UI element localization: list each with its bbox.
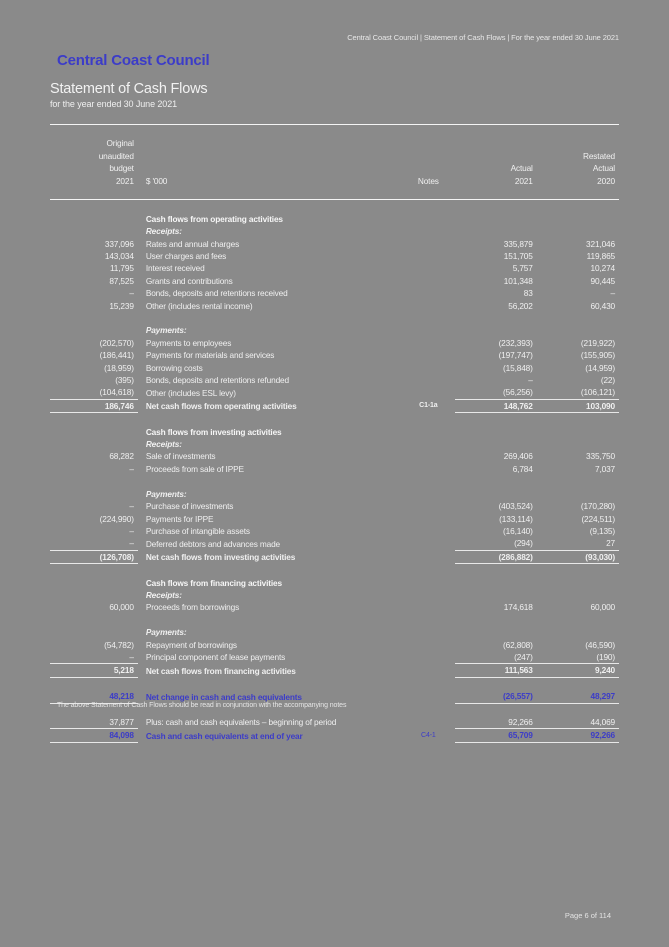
cell-prior: –: [610, 288, 615, 299]
cell-label: Grants and contributions: [145, 275, 233, 286]
table-row: [50, 639, 619, 651]
cell-actual: 269,406: [503, 451, 533, 462]
cell-prior: 92,266: [537, 729, 619, 742]
cell-actual: (56,256): [455, 386, 537, 399]
cell-budget: 37,877: [50, 716, 138, 729]
cell-label: Net change in cash and cash equivalents: [145, 691, 302, 702]
cell-prior: (93,030): [537, 550, 619, 563]
cell-prior: 60,000: [590, 602, 615, 613]
section-heading-investing: [50, 426, 619, 438]
subsection-title: Receipts:: [145, 439, 182, 450]
header-row-4: [50, 175, 619, 187]
cell-prior: (106,121): [537, 386, 619, 399]
cell-prior: (46,590): [585, 639, 615, 650]
table-row: [50, 601, 619, 613]
cell-actual: (294): [455, 537, 537, 550]
cell-actual: 5,757: [512, 263, 533, 274]
council-name: Central Coast Council: [57, 52, 210, 69]
subheading-operating-receipts: [50, 225, 619, 237]
cell-note: [402, 500, 454, 512]
col-header-budget-line1: Original: [106, 138, 134, 149]
cell-note: [402, 300, 454, 312]
cell-note: [402, 374, 454, 386]
cell-prior: (219,922): [580, 337, 615, 348]
cell-note: [402, 275, 454, 287]
cell-actual: –: [528, 375, 533, 386]
cell-note: [402, 537, 454, 550]
cell-actual: (247): [455, 651, 537, 664]
cell-prior: 60,430: [590, 300, 615, 311]
cell-note: [402, 601, 454, 613]
cell-budget: (224,990): [99, 513, 134, 524]
cell-label: Payments for IPPE: [145, 513, 214, 524]
table-row: [50, 513, 619, 525]
cell-actual: (286,882): [455, 550, 537, 563]
cell-actual: 83: [523, 288, 533, 299]
cell-label: Payments to employees: [145, 337, 232, 348]
subsection-title: Payments:: [145, 627, 187, 638]
cell-label: Principal component of lease payments: [145, 652, 286, 663]
cell-prior: 48,297: [537, 690, 619, 703]
header-row-2: [50, 150, 619, 162]
cell-note: [402, 651, 454, 664]
cell-budget: (54,782): [104, 639, 134, 650]
table-row: [50, 463, 619, 475]
cell-budget: –: [129, 463, 134, 474]
section-title: Cash flows from financing activities: [145, 577, 282, 588]
cell-budget: –: [50, 537, 138, 550]
statement-footnote: The above Statement of Cash Flows should be read in conjunction with the accompanying notes: [57, 702, 347, 709]
cell-budget: –: [129, 525, 134, 536]
cell-note: C4-1: [421, 731, 436, 739]
cell-prior: (190): [537, 651, 619, 664]
cell-actual: 92,266: [455, 716, 537, 729]
table-row: [50, 287, 619, 299]
cell-actual: (197,747): [498, 350, 533, 361]
subsection-title: Receipts:: [145, 589, 182, 600]
cell-prior: (22): [600, 375, 615, 386]
table-row: [50, 362, 619, 374]
cell-prior: 321,046: [586, 238, 615, 249]
header-row-1: [50, 137, 619, 149]
table-row: [50, 275, 619, 287]
cell-label: Proceeds from sale of IPPE: [145, 463, 244, 474]
table-row: [50, 300, 619, 312]
cell-budget: 68,282: [109, 451, 134, 462]
cell-actual: 148,762: [455, 399, 537, 412]
cell-note: [402, 525, 454, 537]
subheading-financing-receipts: [50, 589, 619, 601]
cell-label: Other (includes rental income): [145, 300, 253, 311]
cell-actual: (15,848): [503, 362, 533, 373]
table-row: [50, 337, 619, 349]
cell-actual: 6,784: [512, 463, 533, 474]
cell-budget: 337,096: [104, 238, 134, 249]
cell-budget: –: [129, 288, 134, 299]
cell-actual: (403,524): [498, 501, 533, 512]
table-row: [50, 238, 619, 250]
col-header-budget-line2: unaudited: [98, 150, 134, 161]
subheading-operating-payments: [50, 324, 619, 336]
subsection-title: Receipts:: [145, 226, 182, 237]
cell-note: [402, 287, 454, 299]
cell-label: Net cash flows from financing activities: [145, 665, 296, 676]
cell-actual: 111,563: [455, 664, 537, 677]
page-subtitle: for the year ended 30 June 2021: [50, 99, 178, 109]
col-header-budget-line4: 2021: [115, 175, 134, 186]
cell-actual: (26,557): [455, 690, 537, 703]
cell-actual: 174,618: [503, 602, 533, 613]
table-header-rule: [50, 187, 619, 200]
cell-note: [402, 337, 454, 349]
cell-label: Purchase of investments: [145, 501, 234, 512]
cell-label: Borrowing costs: [145, 362, 203, 373]
cell-label: Rates and annual charges: [145, 238, 240, 249]
cell-budget: (18,959): [104, 362, 134, 373]
cell-actual: (62,808): [503, 639, 533, 650]
summary-row-closing-balance: [50, 729, 619, 742]
cell-label: Repayment of borrowings: [145, 639, 237, 650]
cell-prior: (9,135): [589, 525, 615, 536]
cell-prior: (224,511): [581, 513, 615, 524]
cell-note: [402, 716, 454, 729]
running-header: Central Coast Council | Statement of Cash Flows | For the year ended 30 June 2021: [347, 33, 619, 42]
cell-prior: (155,905): [580, 350, 615, 361]
cell-actual: 335,879: [503, 238, 533, 249]
cell-budget: (186,441): [99, 350, 134, 361]
cell-note: [402, 463, 454, 475]
cell-prior: 10,274: [590, 263, 615, 274]
cell-label: User charges and fees: [145, 251, 227, 262]
cell-label: Bonds, deposits and retentions received: [145, 288, 288, 299]
cell-note: C1-1a: [419, 402, 438, 410]
section-title: Cash flows from investing activities: [145, 426, 282, 437]
subsection-title: Payments:: [145, 488, 187, 499]
cell-budget: (202,570): [99, 337, 134, 348]
cell-note: [402, 262, 454, 274]
cell-actual: 56,202: [508, 300, 533, 311]
cell-prior: (170,280): [580, 501, 615, 512]
cell-actual: (16,140): [503, 525, 533, 536]
cell-prior: 9,240: [537, 664, 619, 677]
section-heading-financing: [50, 577, 619, 589]
cell-label: Sale of investments: [145, 451, 216, 462]
cell-note: [402, 450, 454, 462]
cell-actual: (133,114): [499, 513, 533, 524]
cell-budget: 60,000: [109, 602, 134, 613]
cell-label: Proceeds from borrowings: [145, 602, 240, 613]
cell-actual: (232,393): [498, 337, 533, 348]
col-header-actual-line2: 2021: [514, 175, 533, 186]
cell-budget: (126,708): [50, 550, 138, 563]
cell-note: [402, 690, 454, 703]
cell-note: [402, 349, 454, 361]
cell-budget: 87,525: [109, 275, 134, 286]
cell-prior: 335,750: [586, 451, 615, 462]
cell-budget: (395): [115, 375, 134, 386]
cell-note: [402, 238, 454, 250]
cell-prior: 119,865: [586, 251, 615, 262]
cell-label: Other (includes ESL levy): [145, 387, 236, 398]
section-heading-operating: [50, 213, 619, 225]
cell-label: Net cash flows from investing activities: [145, 552, 296, 563]
cell-note: [402, 550, 454, 563]
table-row: [50, 386, 619, 399]
table-row: [50, 537, 619, 550]
cell-prior: 44,069: [537, 716, 619, 729]
total-row-operating: [50, 399, 619, 412]
cell-actual: 65,709: [455, 729, 537, 742]
cell-budget: 143,034: [104, 251, 134, 262]
cell-budget: –: [50, 651, 138, 664]
table-top-rule: [50, 125, 619, 138]
cell-actual: 151,705: [503, 251, 533, 262]
col-header-prior-line3: 2020: [597, 175, 615, 186]
cell-prior: (14,959): [585, 362, 615, 373]
cell-label: Purchase of intangible assets: [145, 525, 250, 536]
cell-label: Deferred debtors and advances made: [145, 538, 281, 549]
page-number: Page 6 of 114: [564, 911, 611, 920]
table-row: [50, 262, 619, 274]
subheading-investing-payments: [50, 488, 619, 500]
cell-budget: 15,239: [109, 300, 134, 311]
cell-label: Interest received: [145, 263, 205, 274]
cell-label: Bonds, deposits and retentions refunded: [145, 375, 289, 386]
col-header-units: $ '000: [145, 175, 168, 186]
cell-note: [402, 664, 454, 677]
table-row: [50, 651, 619, 664]
cell-budget: 186,746: [50, 399, 138, 412]
cell-prior: 103,090: [537, 399, 619, 412]
cell-note: [402, 513, 454, 525]
table-row: [50, 500, 619, 512]
subheading-investing-receipts: [50, 438, 619, 450]
cell-prior: 90,445: [590, 275, 615, 286]
header-row-3: [50, 162, 619, 174]
cell-label: Cash and cash equivalents at end of year: [145, 730, 303, 741]
col-header-budget-line3: budget: [109, 163, 134, 174]
table-row: [50, 349, 619, 361]
cell-note: [402, 250, 454, 262]
cell-label: Plus: cash and cash equivalents – beginning of period: [145, 717, 337, 728]
col-header-actual-line1: Actual: [510, 163, 533, 174]
cell-budget: 84,098: [50, 729, 138, 742]
cell-note: [402, 639, 454, 651]
total-row-investing: [50, 550, 619, 563]
cell-budget: 48,218: [50, 690, 138, 703]
cash-flow-table: [50, 124, 619, 743]
cell-label: Net cash flows from operating activities: [145, 401, 297, 412]
cell-budget: 11,795: [109, 263, 134, 274]
table-row: [50, 450, 619, 462]
cell-budget: (104,618): [50, 386, 138, 399]
cell-prior: 7,037: [594, 463, 615, 474]
col-header-notes: Notes: [417, 175, 439, 186]
subsection-title: Payments:: [145, 325, 187, 336]
cell-actual: 101,348: [503, 275, 533, 286]
cell-note: [402, 386, 454, 399]
col-header-prior-line1: Restated: [582, 150, 615, 161]
page-title: Statement of Cash Flows: [50, 81, 208, 97]
total-row-financing: [50, 664, 619, 677]
cell-prior: 27: [537, 537, 619, 550]
table-row: [50, 374, 619, 386]
subheading-financing-payments: [50, 626, 619, 638]
table-row: [50, 250, 619, 262]
summary-row-opening-balance: [50, 716, 619, 729]
cell-note: [402, 362, 454, 374]
section-title: Cash flows from operating activities: [145, 213, 283, 224]
cell-label: Payments for materials and services: [145, 350, 275, 361]
cell-budget: 5,218: [50, 664, 138, 677]
cell-budget: –: [129, 501, 134, 512]
table-row: [50, 525, 619, 537]
col-header-prior-line2: Actual: [592, 163, 615, 174]
